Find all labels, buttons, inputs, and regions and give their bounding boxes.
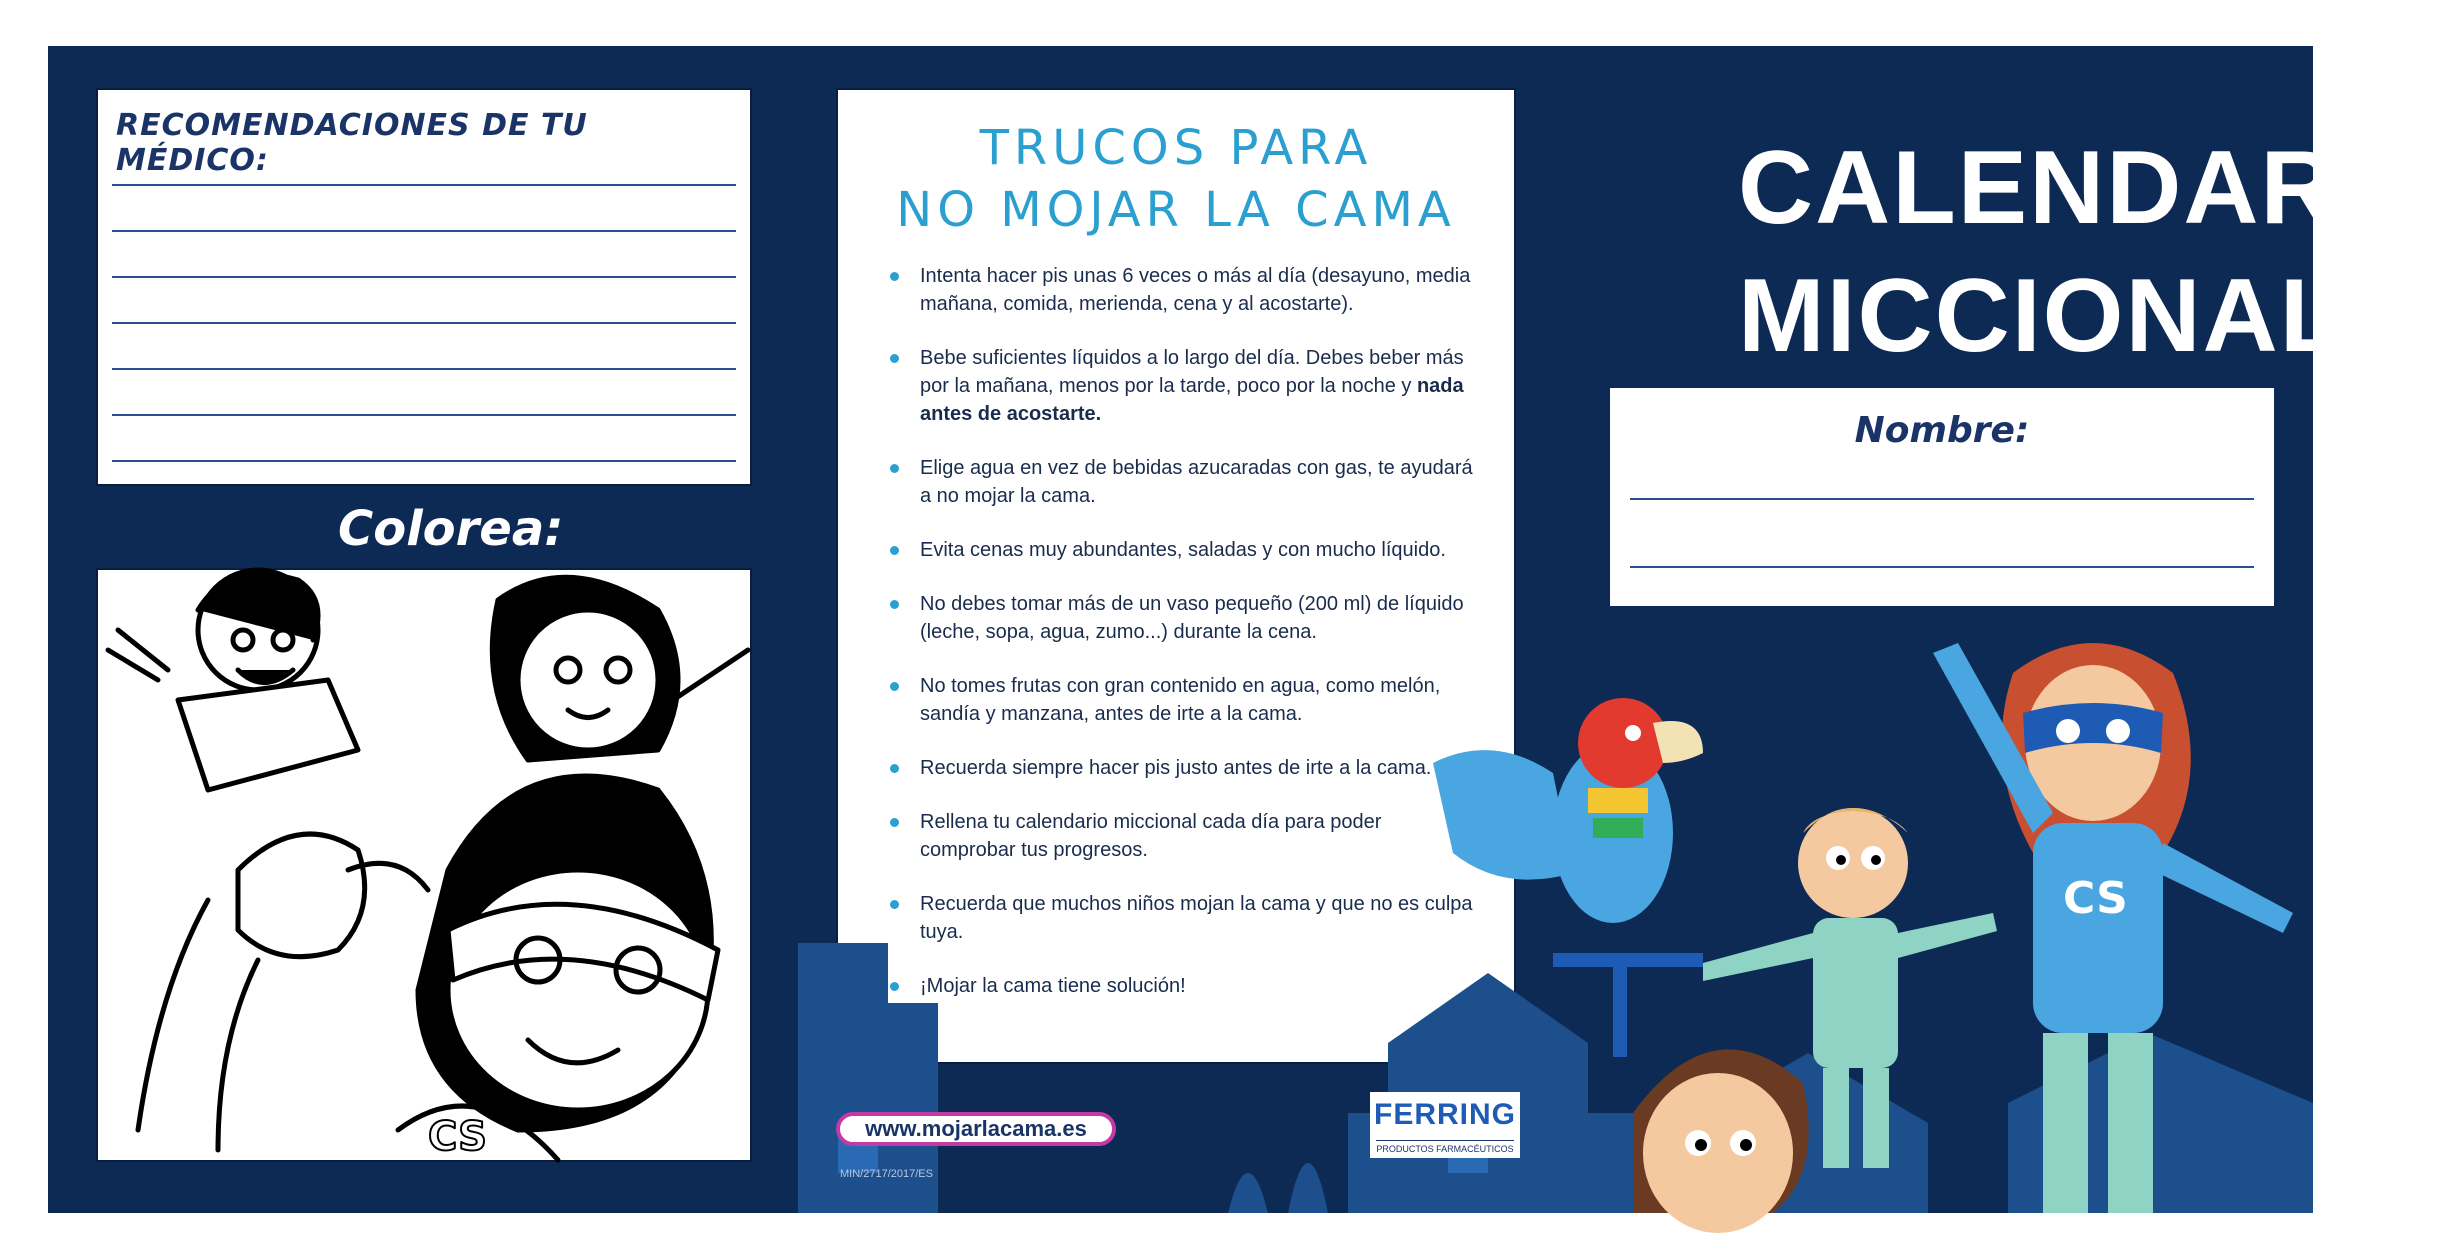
- doctor-recommendations-panel: [96, 88, 752, 486]
- writing-line: [112, 276, 736, 278]
- tip-item: [890, 344, 1480, 428]
- name-panel: [1610, 388, 2274, 606]
- characters-illustration: [1413, 613, 2313, 1213]
- recommendations-title: RECOMENDACIONES DE TU MÉDICO:: [116, 108, 588, 178]
- ferring-logo: [1370, 1092, 1520, 1158]
- writing-line: [112, 184, 736, 186]
- name-writing-line: [1630, 498, 2254, 500]
- tip-item: Recuerda siempre hacer pis justo antes de irte a la cama.: [890, 754, 1480, 782]
- writing-line: [112, 368, 736, 370]
- document-code: MIN/2717/2017/ES: [840, 1168, 933, 1180]
- tip-item: No tomes frutas con gran contenido en agua, como melón, sandía y manzana, antes de irte a la cama.: [890, 672, 1480, 728]
- tip-item: Intenta hacer pis unas 6 veces o más al día (desayuno, media mañana, comida, merienda, cena y al acostarte).: [890, 262, 1480, 318]
- tip-item-bold-text: nada antes de acostarte.: [920, 375, 1464, 425]
- svg-text:CS: CS: [428, 1114, 487, 1160]
- cover-title-line2: MICCIONAL: [1738, 258, 2346, 374]
- ferring-brand: FERRING: [1374, 1098, 1516, 1131]
- tip-item: Evita cenas muy abundantes, saladas y con mucho líquido.: [890, 536, 1480, 564]
- tip-item: No debes tomar más de un vaso pequeño (200 ml) de líquido (leche, sopa, agua, zumo...) durante la cena.: [890, 590, 1480, 646]
- tip-item: Elige agua en vez de bebidas azucaradas con gas, te ayudará a no mojar la cama.: [890, 454, 1480, 510]
- girl-face-illustration: [1633, 1049, 1809, 1233]
- tips-title-line2: NO MOJAR LA CAMA: [896, 182, 1456, 238]
- brochure-sheet: [48, 46, 2451, 1213]
- tip-item: Rellena tu calendario miccional cada día para poder comprobar tus progresos.: [890, 808, 1480, 864]
- name-writing-line: [1630, 566, 2254, 568]
- ferring-subtitle: PRODUCTOS FARMACÉUTICOS: [1376, 1140, 1514, 1154]
- writing-line: [112, 460, 736, 462]
- cover-title: [1738, 124, 2451, 380]
- cover-title-line1: CALENDARIO: [1738, 130, 2451, 246]
- writing-line: [112, 322, 736, 324]
- tip-item-text: Bebe suficientes líquidos a lo largo del día. Debes beber más por la mañana, menos por la tarde, poco por la noche y: [920, 347, 1464, 397]
- coloring-title: Colorea:: [338, 501, 564, 557]
- tip-item: Recuerda que muchos niños mojan la cama y que no es culpa tuya.: [890, 890, 1480, 946]
- name-label: Nombre:: [1854, 410, 2030, 451]
- tip-item: ¡Mojar la cama tiene solución!: [890, 972, 1480, 1000]
- website-link[interactable]: www.mojarlacama.es: [836, 1112, 1116, 1146]
- writing-line: [112, 414, 736, 416]
- parrot-illustration: [1433, 698, 1703, 1057]
- svg-text:CS: CS: [2063, 873, 2128, 924]
- writing-line: [112, 230, 736, 232]
- tips-title-line1: TRUCOS PARA: [979, 120, 1373, 176]
